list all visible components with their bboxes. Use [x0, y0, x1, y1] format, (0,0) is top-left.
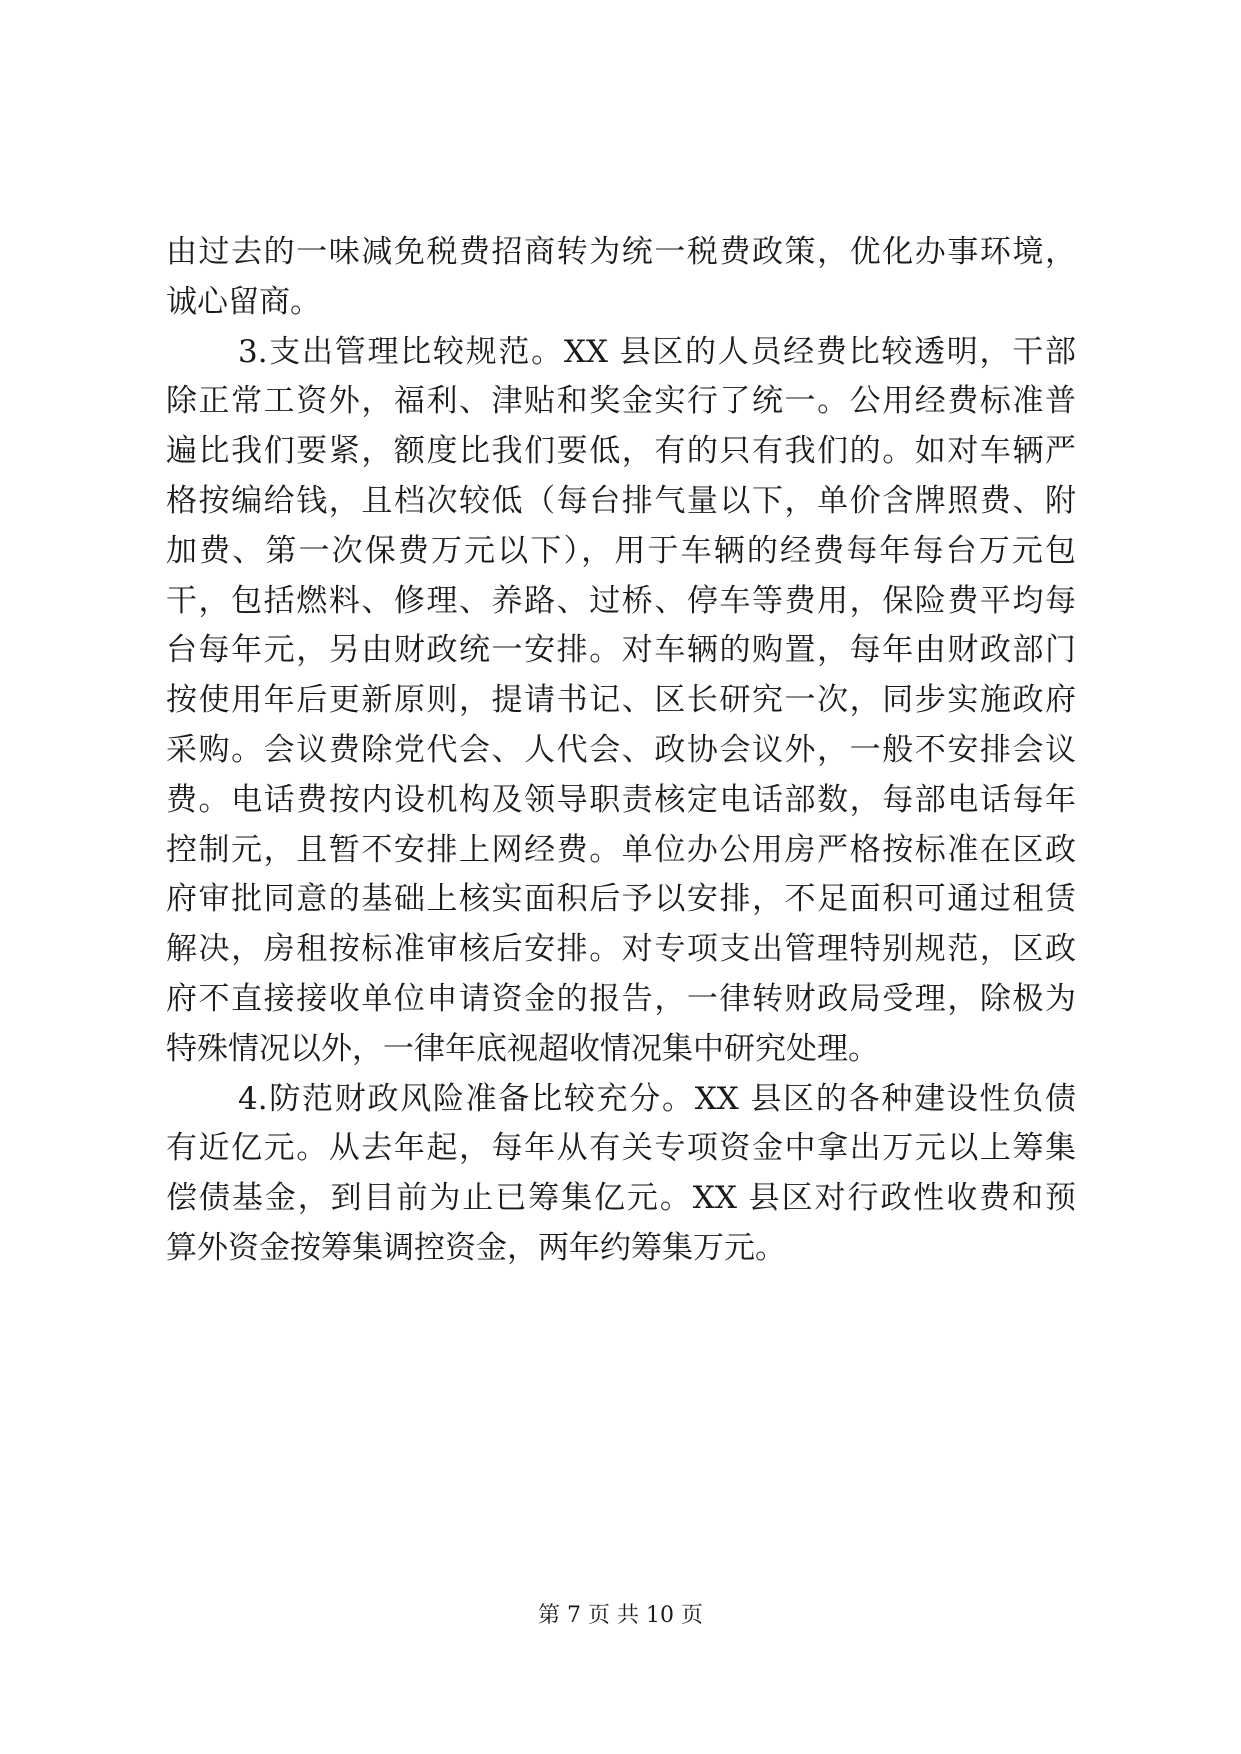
text-line: 采购。会议费除党代会、人代会、政协会议外，一般不安排会议 [166, 731, 1076, 768]
text-line: 算外资金按筹集调控资金，两年约筹集万元。 [166, 1229, 786, 1266]
text-line: 干，包括燃料、修理、养路、过桥、停车等费用，保险费平均每 [166, 582, 1076, 619]
text-line: 费。电话费按内设机构及领导职责核定电话部数，每部电话每年 [166, 781, 1076, 818]
paragraph [166, 328, 1076, 1075]
paragraph [166, 228, 1076, 328]
text-line: 加费、第一次保费万元以下），用于车辆的经费每年每台万元包 [166, 532, 1076, 569]
text-line: 3.支出管理比较规范。XX 县区的人员经费比较透明，干部 [238, 333, 1076, 370]
text-line: 解决，房租按标准审核后安排。对专项支出管理特别规范，区政 [166, 931, 1076, 968]
text-line: 4.防范财政风险准备比较充分。XX 县区的各种建设性负债 [238, 1080, 1076, 1117]
text-line: 遍比我们要紧，额度比我们要低，有的只有我们的。如对车辆严 [166, 433, 1076, 470]
text-line: 偿债基金，到目前为止已筹集亿元。XX 县区对行政性收费和预 [166, 1180, 1076, 1217]
paragraph [166, 1075, 1076, 1274]
text-line: 按使用年后更新原则，提请书记、区长研究一次，同步实施政府 [166, 682, 1076, 719]
text-line: 格按编给钱，且档次较低（每台排气量以下，单价含牌照费、附 [166, 482, 1076, 519]
text-line: 诚心留商。 [166, 283, 321, 320]
text-line: 府审批同意的基础上核实面积后予以安排，不足面积可通过租赁 [166, 881, 1076, 918]
text-line: 台每年元，另由财政统一安排。对车辆的购置，每年由财政部门 [166, 632, 1076, 669]
text-line: 控制元，且暂不安排上网经费。单位办公用房严格按标准在区政 [166, 831, 1076, 868]
document-body [166, 228, 1076, 1274]
text-line: 除正常工资外，福利、津贴和奖金实行了统一。公用经费标准普 [166, 383, 1076, 420]
page-footer: 第 7 页 共 10 页 [538, 1603, 703, 1628]
text-line: 由过去的一味减免税费招商转为统一税费政策，优化办事环境， [166, 234, 1076, 270]
text-line: 特殊情况以外，一律年底视超收情况集中研究处理。 [166, 1030, 879, 1067]
text-line: 府不直接接收单位申请资金的报告，一律转财政局受理，除极为 [166, 980, 1076, 1017]
text-line: 有近亿元。从去年起，每年从有关专项资金中拿出万元以上筹集 [166, 1130, 1076, 1167]
